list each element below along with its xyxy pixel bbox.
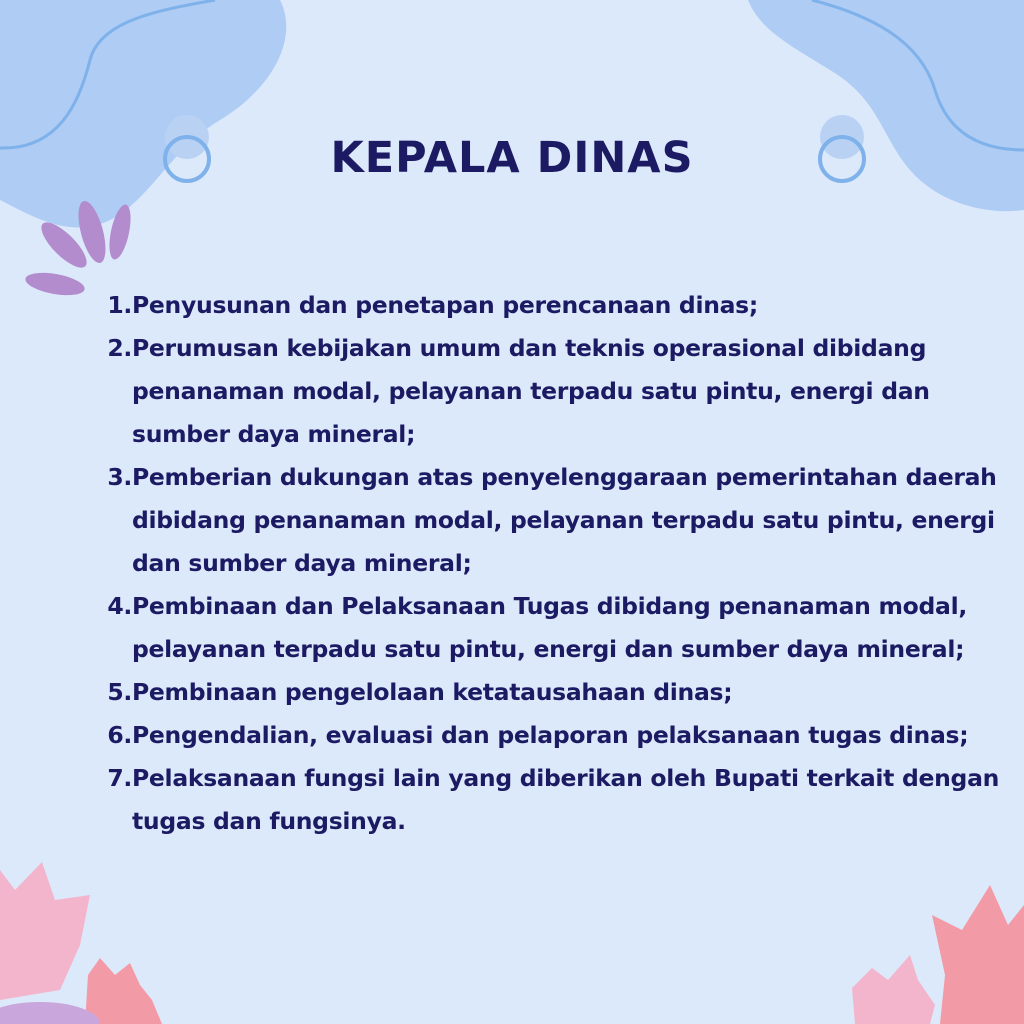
item-text: Pembinaan pengelolaan ketatausahaan dinas; [132,678,733,706]
coral-flower-left [85,958,162,1024]
list-item [104,714,1004,757]
item-text: Pembinaan dan Pelaksanaan Tugas dibidang penanaman modal, pelayanan terpadu satu pintu, energi dan sumber daya mineral; [132,592,967,663]
item-number: 6. [107,721,132,749]
purple-base-left [0,1002,100,1024]
pink-flower-right [852,955,935,1024]
top-left-blob [0,0,286,227]
list-item [104,585,1004,671]
item-text: Pengendalian, evaluasi dan pelaporan pelaksanaan tugas dinas; [132,721,969,749]
list-item [104,456,1004,585]
item-text: Perumusan kebijakan umum dan teknis operasional dibidang penanaman modal, pelayanan terpadu satu pintu, energi dan sumber daya mineral; [132,334,930,448]
item-number: 7. [107,764,132,792]
item-number: 4. [107,592,132,620]
list-item [104,757,1004,843]
coral-flower-right [932,885,1024,1024]
item-text: Penyusunan dan penetapan perencanaan dinas; [132,291,758,319]
item-text: Pelaksanaan fungsi lain yang diberikan oleh Bupati terkait dengan tugas dan fungsinya. [132,764,1000,835]
item-number: 1. [107,291,132,319]
page-title: KEPALA DINAS [330,133,694,183]
item-number: 5. [107,678,132,706]
list-item [104,327,1004,456]
list-item [104,671,1004,714]
item-text: Pemberian dukungan atas penyelenggaraan pemerintahan daerah dibidang penanaman modal, pelayanan terpadu satu pintu, energi dan sumber daya mineral; [132,463,997,577]
list-item [104,284,1004,327]
item-number: 3. [107,463,132,491]
item-number: 2. [107,334,132,362]
pink-flower-left [0,862,90,1000]
duty-list [104,284,1004,843]
